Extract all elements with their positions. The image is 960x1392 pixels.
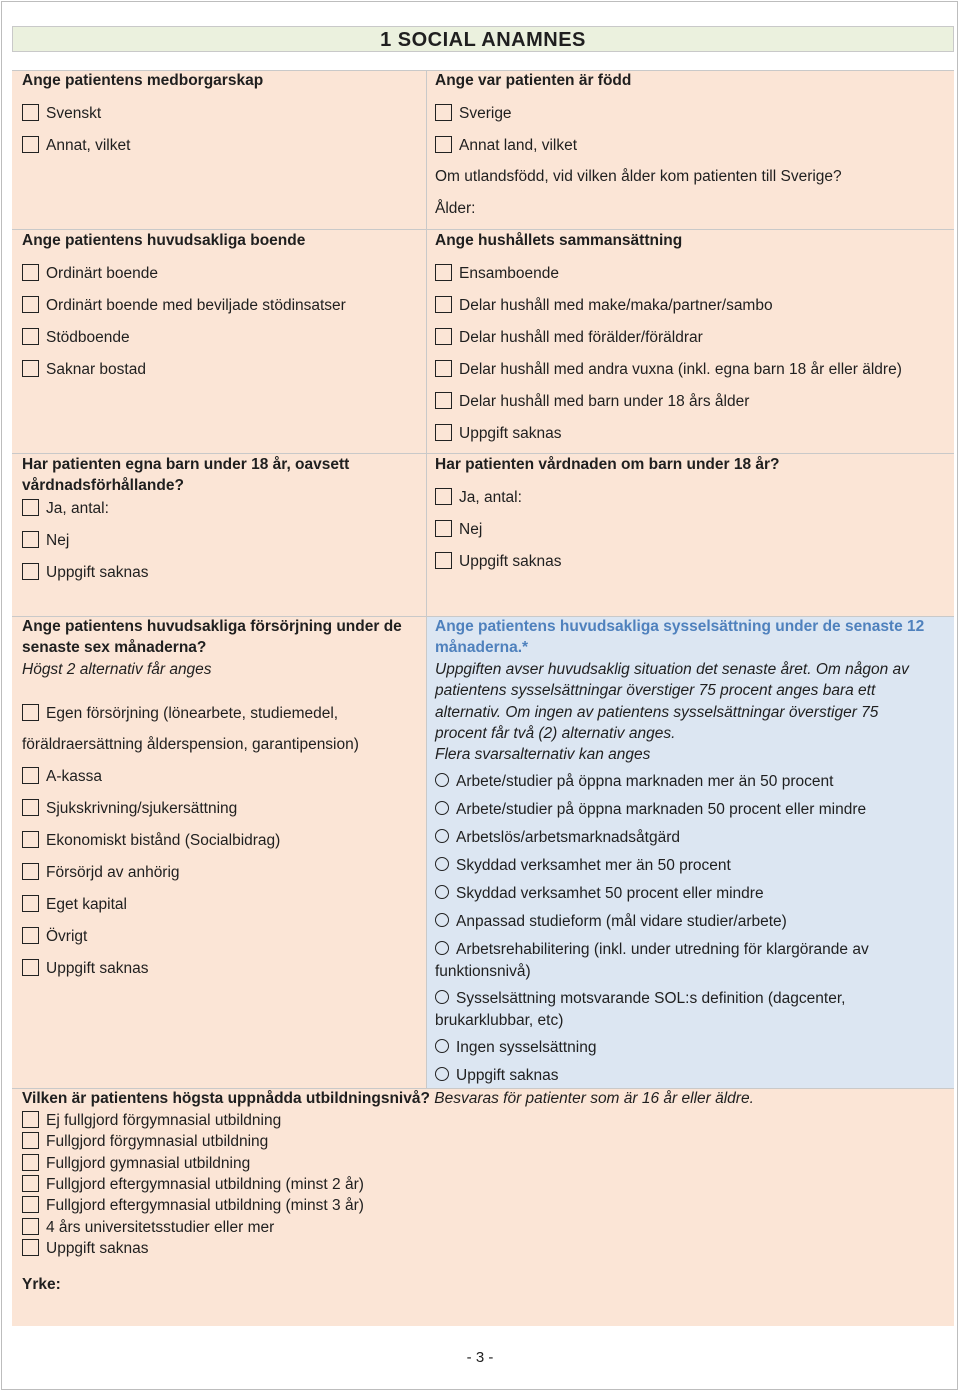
radio-icon[interactable] [435,801,449,815]
radio-option[interactable]: Arbetsrehabilitering (inkl. under utredning för klargörande av [435,941,869,959]
checkbox-icon[interactable] [22,264,39,281]
checkbox-icon[interactable] [435,264,452,281]
utbildning-question: Vilken är patientens högsta uppnådda utbildningsnivå? Besvaras för patienter som är 16 år eller äldre. [22,1090,754,1107]
checkbox-icon[interactable] [22,831,39,848]
checkbox-option[interactable]: Övrigt [22,927,87,946]
divider [12,229,954,230]
checkbox-option[interactable]: A-kassa [22,767,102,786]
forsorjning-question-line2: senaste sex månaderna? [22,639,207,656]
vardnad-question: Har patienten vårdnaden om barn under 18 år? [435,456,780,473]
checkbox-icon[interactable] [22,1154,39,1171]
checkbox-option[interactable]: Uppgift saknas [435,424,562,443]
radio-icon[interactable] [435,829,449,843]
checkbox-icon[interactable] [22,360,39,377]
radio-option[interactable]: Ingen sysselsättning [435,1039,596,1057]
checkbox-icon[interactable] [22,895,39,912]
radio-icon[interactable] [435,913,449,927]
checkbox-option[interactable]: Stödboende [22,328,130,347]
checkbox-icon[interactable] [435,360,452,377]
checkbox-option[interactable]: Nej [435,520,482,539]
checkbox-icon[interactable] [22,563,39,580]
divider [12,70,954,71]
checkbox-icon[interactable] [22,704,39,721]
fodd-question: Ange var patienten är född [435,72,632,89]
checkbox-icon[interactable] [435,424,452,441]
checkbox-option[interactable]: Svenskt [22,104,101,123]
sysselsattning-note-line: patientens sysselsättningar överstiger 75 procent anges bara ett [435,682,876,699]
checkbox-option[interactable]: Ekonomiskt bistånd (Socialbidrag) [22,831,280,850]
hushall-question: Ange hushållets sammansättning [435,232,683,249]
radio-option[interactable]: Uppgift saknas [435,1067,559,1085]
radio-option[interactable]: Skyddad verksamhet mer än 50 procent [435,857,731,875]
checkbox-icon[interactable] [22,1196,39,1213]
checkbox-icon[interactable] [22,136,39,153]
forsorjning-question-line1: Ange patientens huvudsakliga försörjning under de [22,618,402,635]
checkbox-icon[interactable] [22,296,39,313]
checkbox-option[interactable]: Uppgift saknas [22,563,149,582]
checkbox-option[interactable]: Saknar bostad [22,360,146,379]
checkbox-option[interactable]: Ja, antal: [435,488,522,507]
yrke-label: Yrke: [22,1276,61,1293]
sysselsattning-question-line2: månaderna.* [435,639,529,656]
checkbox-option[interactable]: Nej [22,531,69,550]
checkbox-icon[interactable] [435,488,452,505]
section-title: 1 SOCIAL ANAMNES [12,26,954,52]
checkbox-option[interactable]: Delar hushåll med förälder/föräldrar [435,328,703,347]
checkbox-icon[interactable] [22,104,39,121]
checkbox-option[interactable]: Ja, antal: [22,499,109,518]
checkbox-icon[interactable] [22,1132,39,1149]
radio-icon[interactable] [435,857,449,871]
fodd-followup: Om utlandsfödd, vid vilken ålder kom patienten till Sverige? [435,168,842,185]
sysselsattning-note-line: alternativ. Om ingen av patientens sysselsättningar överstiger 75 [435,704,879,721]
sysselsattning-note-line: procent får två (2) alternativ anges. [435,725,676,742]
radio-option[interactable]: Arbete/studier på öppna marknaden mer än 50 procent [435,773,833,791]
checkbox-option[interactable]: Uppgift saknas [435,552,562,571]
checkbox-option[interactable]: Ej fullgjord förgymnasial utbildning [22,1111,281,1130]
checkbox-option[interactable]: Uppgift saknas [22,959,149,978]
checkbox-option[interactable]: Eget kapital [22,895,127,914]
radio-icon[interactable] [435,885,449,899]
radio-icon[interactable] [435,773,449,787]
radio-icon[interactable] [435,1067,449,1081]
radio-option[interactable]: Skyddad verksamhet 50 procent eller mindre [435,885,764,903]
checkbox-icon[interactable] [435,136,452,153]
sysselsattning-note-line: Uppgiften avser huvudsaklig situation det senaste året. Om någon av [435,661,909,678]
checkbox-icon[interactable] [22,863,39,880]
radio-icon[interactable] [435,1039,449,1053]
checkbox-icon[interactable] [435,328,452,345]
checkbox-option[interactable]: Egen försörjning (lönearbete, studiemedel, [22,704,338,723]
radio-option[interactable]: Sysselsättning motsvarande SOL:s definition (dagcenter, [435,990,845,1008]
checkbox-option[interactable]: Fullgjord eftergymnasial utbildning (minst 2 år) [22,1175,364,1194]
checkbox-option[interactable]: Delar hushåll med make/maka/partner/sambo [435,296,773,315]
checkbox-icon[interactable] [22,959,39,976]
checkbox-icon[interactable] [22,927,39,944]
page-number: - 3 - [466,1349,494,1366]
checkbox-option[interactable]: Ordinärt boende med beviljade stödinsatser [22,296,346,315]
checkbox-option[interactable]: Sverige [435,104,512,123]
checkbox-icon[interactable] [435,296,452,313]
radio-icon[interactable] [435,990,449,1004]
checkbox-icon[interactable] [435,552,452,569]
checkbox-option[interactable]: Fullgjord eftergymnasial utbildning (minst 3 år) [22,1196,364,1215]
checkbox-icon[interactable] [435,392,452,409]
divider [12,453,954,454]
checkbox-icon[interactable] [22,1111,39,1128]
checkbox-icon[interactable] [22,1175,39,1192]
checkbox-option[interactable]: 4 års universitetsstudier eller mer [22,1218,274,1237]
checkbox-option[interactable]: Uppgift saknas [22,1239,149,1258]
radio-option[interactable]: Arbete/studier på öppna marknaden 50 procent eller mindre [435,801,866,819]
checkbox-option[interactable]: Sjukskrivning/sjukersättning [22,799,237,818]
checkbox-option[interactable]: Delar hushåll med barn under 18 års ålder [435,392,749,411]
checkbox-option[interactable]: Fullgjord gymnasial utbildning [22,1154,250,1173]
checkbox-option[interactable]: Försörjd av anhörig [22,863,180,882]
option-continuation: brukarklubbar, etc) [435,1012,564,1029]
checkbox-icon[interactable] [22,531,39,548]
medborgarskap-question: Ange patientens medborgarskap [22,72,264,89]
checkbox-option[interactable]: Ensamboende [435,264,559,283]
age-label: Ålder: [435,200,476,217]
checkbox-option[interactable]: Delar hushåll med andra vuxna (inkl. egna barn 18 år eller äldre) [435,360,902,379]
radio-icon[interactable] [435,941,449,955]
column-divider [426,70,427,1088]
checkbox-icon[interactable] [435,520,452,537]
divider [12,1088,954,1089]
checkbox-icon[interactable] [22,767,39,784]
sysselsattning-note-line: Flera svarsalternativ kan anges [435,746,651,763]
checkbox-option[interactable]: Ordinärt boende [22,264,158,283]
checkbox-option[interactable]: Fullgjord förgymnasial utbildning [22,1132,268,1151]
sysselsattning-question-line1: Ange patientens huvudsakliga sysselsättning under de senaste 12 [435,618,925,635]
boende-question: Ange patientens huvudsakliga boende [22,232,306,249]
forsorjning-note: Högst 2 alternativ får anges [22,661,212,678]
checkbox-icon[interactable] [435,104,452,121]
checkbox-option[interactable]: Annat land, vilket [435,136,577,155]
option-continuation: föräldraersättning ålderspension, garantipension) [22,736,359,753]
radio-option[interactable]: Arbetslös/arbetsmarknadsåtgärd [435,829,680,847]
egna-barn-question-line1: Har patienten egna barn under 18 år, oavsett [22,456,350,473]
checkbox-icon[interactable] [22,1218,39,1235]
option-continuation: funktionsnivå) [435,963,531,980]
checkbox-option[interactable]: Annat, vilket [22,136,130,155]
radio-option[interactable]: Anpassad studieform (mål vidare studier/arbete) [435,913,787,931]
checkbox-icon[interactable] [22,1239,39,1256]
checkbox-icon[interactable] [22,328,39,345]
checkbox-icon[interactable] [22,499,39,516]
divider [12,616,954,617]
egna-barn-question-line2: vårdnadsförhållande? [22,477,184,494]
checkbox-icon[interactable] [22,799,39,816]
